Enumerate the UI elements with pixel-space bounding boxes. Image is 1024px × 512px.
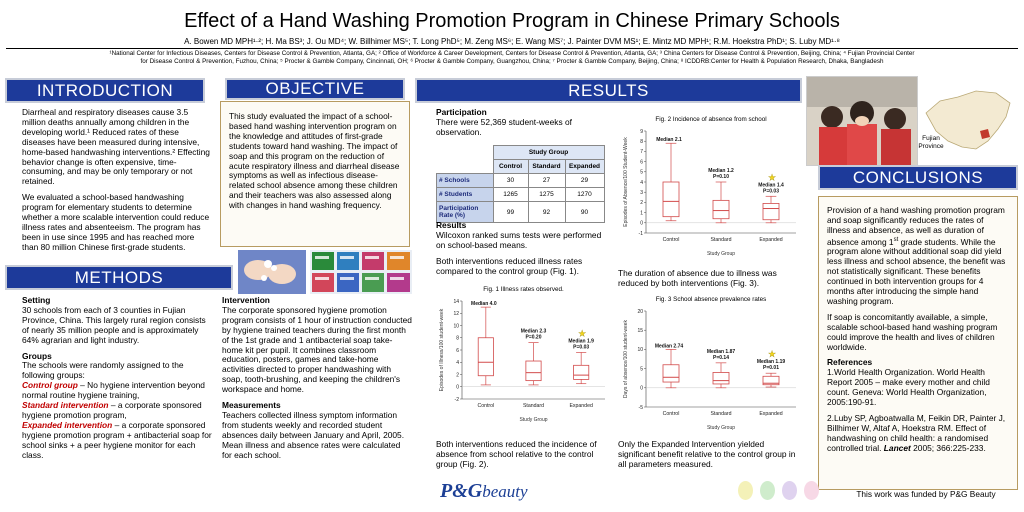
y-tick-label: 5 xyxy=(640,169,643,176)
y-tick-label: 0 xyxy=(640,385,643,392)
table-title: Study Group xyxy=(493,146,604,160)
duration-text-block xyxy=(618,269,802,295)
y-tick-label: 2 xyxy=(640,200,643,207)
pg-beauty-logo xyxy=(440,480,560,506)
table-cell: 99 xyxy=(493,202,528,223)
poster-title: Effect of a Hand Washing Promotion Program in Chinese Primary Schools xyxy=(184,10,840,32)
y-tick-label: 6 xyxy=(640,159,643,166)
median-annotation: Median 2.1 xyxy=(656,137,682,144)
hands-soap-photo xyxy=(238,250,306,294)
expanded-text-block xyxy=(618,440,802,476)
results-heading: RESULTS xyxy=(415,78,802,103)
introduction-body xyxy=(22,108,212,259)
decorative-dot xyxy=(804,481,819,500)
table-row-label: Participation Rate (%) xyxy=(437,202,494,223)
setting-heading: Setting xyxy=(22,295,51,305)
table-row xyxy=(437,174,605,188)
references-heading: References xyxy=(827,357,873,368)
conclusions-box xyxy=(818,196,1018,490)
x-axis-label: Study Group xyxy=(519,417,548,423)
methods-left-column xyxy=(22,296,214,461)
median-annotation: Median 1.19 xyxy=(756,359,786,366)
median-annotation: P=0.14 xyxy=(713,354,729,361)
y-tick-label: 2 xyxy=(456,372,459,379)
china-map xyxy=(918,83,1018,163)
conclusions-p1-start: Provision of a hand washing promotion program and soap significantly reduces the rates of illness and absence, as well as duration of absence among 1 xyxy=(827,205,1005,247)
measurements-text: Teachers collected illness symptom information from students weekly and recorded student absences daily between January and April, 2005. Mean illness and absence rates were calculated for each school. xyxy=(222,409,405,460)
table-col-header: Standard xyxy=(528,160,565,174)
y-tick-label: 12 xyxy=(453,311,459,318)
x-axis-label: Study Group xyxy=(706,251,736,257)
median-annotation: Median 4.0 xyxy=(471,301,497,308)
table-col-header: Control xyxy=(493,160,528,174)
children-photo xyxy=(806,76,918,166)
results-block xyxy=(436,221,608,283)
results-method-text: Wilcoxon ranked sums tests were performed on school-based means. xyxy=(436,229,602,250)
median-annotation: P=0.10 xyxy=(713,174,729,180)
y-tick-label: 0 xyxy=(456,384,459,391)
illness-text: Both interventions reduced illness rates compared to the control group (Fig. 1). xyxy=(436,255,583,276)
study-group-table xyxy=(436,145,605,223)
table-cell: 27 xyxy=(528,174,565,188)
y-tick-label: 4 xyxy=(456,360,459,367)
study-group-table-wrap xyxy=(436,145,605,223)
figure-2-title: Fig. 2 Incidence of absence from school xyxy=(655,116,767,123)
participation-text: There were 52,369 student-weeks of observation. xyxy=(436,116,572,137)
decorative-dot xyxy=(738,481,753,500)
methods-right-column xyxy=(222,296,412,467)
figure-3 xyxy=(620,296,802,438)
y-tick-label: 10 xyxy=(637,347,643,354)
y-axis-label: Episodes of Illness/100 student-week xyxy=(439,308,445,392)
reference-1: 1.World Health Organization. World Health Report 2005 – make every mother and child count. Geneva: World Health Organization, 2005:190-91. xyxy=(827,367,990,408)
x-axis-label: Study Group xyxy=(706,425,736,431)
x-tick-label: Standard xyxy=(710,237,732,243)
group-control-name: Control group xyxy=(22,380,78,391)
table-cell: 1270 xyxy=(565,188,604,202)
x-tick-label: Control xyxy=(662,237,680,243)
conclusions-heading: CONCLUSIONS xyxy=(818,165,1018,190)
figure-1-chart xyxy=(436,293,611,429)
groups-heading: Groups xyxy=(22,350,52,361)
reference-2-journal: Lancet xyxy=(883,442,911,453)
y-tick-label: 1 xyxy=(640,210,643,217)
group-control-text: – No hygiene intervention beyond normal routine hygiene training, xyxy=(22,380,205,401)
group-expanded xyxy=(22,421,214,461)
funding-note: This work was funded by P&G Beauty xyxy=(856,489,996,499)
y-tick-label: 6 xyxy=(456,347,459,354)
introduction-heading: INTRODUCTION xyxy=(5,78,205,103)
handwashing-posters xyxy=(310,250,412,294)
group-control xyxy=(22,381,214,401)
y-tick-label: 8 xyxy=(640,139,643,145)
fujian-label-line-2: Province xyxy=(918,143,944,150)
median-annotation: Median 1.87 xyxy=(706,348,736,355)
group-standard-text: – a corporate sponsored hygiene promotion program, xyxy=(22,400,202,420)
decorative-dot xyxy=(760,481,775,500)
table-row xyxy=(437,188,605,202)
conclusions-p1-sup: st xyxy=(893,236,899,243)
y-axis-label: Days of absence/100 student-week xyxy=(623,319,629,399)
affiliations-line-2: for Disease Control & Prevention, Fuzhou, China; ⁵ Procter & Gamble Company, Cincinnati, OH; ⁶ Procter & Gamble Company, Guangzhou, China; ⁷ Procter & Gamble Company, Beijing, China; ⁸ ICDDRB:Center for Health & Population Research, Dhaka, Bangladesh xyxy=(140,57,884,65)
median-annotation: Median 1.2 xyxy=(708,168,734,174)
x-tick-label: Standard xyxy=(710,411,732,417)
y-tick-label: -1 xyxy=(638,230,643,237)
objective-text: This study evaluated the impact of a school-based hand washing intervention program on the knowledge and attitudes of first-grade students toward hand washing. The impact of soap and this program on the reduction of acute respiratory illness and diarrheal disease symptoms as well as infectious disease-related school absence among these children and their teachers was also assessed along with changes in hand washing frequency. xyxy=(229,111,400,211)
table-cell: 1275 xyxy=(528,188,565,202)
incidence-text: Both interventions reduced the incidence of absence from school relative to the control group (Fig. 2). xyxy=(436,439,597,469)
table-row-label: # Schools xyxy=(437,174,494,188)
pg-logo-word: beauty xyxy=(482,482,528,501)
participation-heading: Participation xyxy=(436,107,487,117)
figure-3-chart xyxy=(620,303,802,437)
results-subheading: Results xyxy=(436,220,467,230)
y-tick-label: 9 xyxy=(640,128,643,135)
x-tick-label: Control xyxy=(477,403,495,409)
x-tick-label: Control xyxy=(662,411,680,417)
significance-star-icon: ★ xyxy=(767,349,777,360)
pg-logo-mark: P&G xyxy=(440,480,483,502)
box-body xyxy=(478,338,493,376)
x-tick-label: Expanded xyxy=(569,403,593,409)
introduction-paragraph-2: We evaluated a school-based handwashing program for elementary students to determine whether a more scalable intervention could reduce illness rates and absenteeism. The program has been in use since 1995 and has reached more than 80 million Chinese first-grade students. xyxy=(22,192,210,252)
y-tick-label: 14 xyxy=(453,298,459,305)
x-tick-label: Expanded xyxy=(759,411,783,417)
intervention-heading: Intervention xyxy=(222,295,270,305)
y-tick-label: 5 xyxy=(640,366,643,373)
incidence-text-block xyxy=(436,440,614,476)
median-annotation: P=0.03 xyxy=(573,344,590,351)
median-annotation: P=0.01 xyxy=(763,365,779,372)
affiliations xyxy=(10,50,1014,65)
median-annotation: Median 2.3 xyxy=(520,328,547,335)
x-tick-label: Standard xyxy=(522,403,545,409)
box-body xyxy=(663,182,679,217)
group-standard-name: Standard intervention xyxy=(22,400,109,411)
figure-2-chart xyxy=(620,123,802,263)
group-expanded-name: Expanded intervention xyxy=(22,419,113,430)
author-list: A. Bowen MD MPH¹·²; H. Ma BS³; J. Ou MD⁴; W. Billhimer MS⁵; T. Long PhD⁵; M. Zeng MS⁶; E. Wang MS⁷; J. Painter DVM MS¹; E. Mintz MD MPH¹; R.M. Hoekstra PhD¹; S. Luby MD¹·⁸ xyxy=(184,37,840,46)
methods-heading: METHODS xyxy=(5,265,233,290)
y-tick-label: 15 xyxy=(637,328,643,334)
fujian-label-line-1: Fujian xyxy=(922,135,940,142)
conclusions-paragraph-1 xyxy=(827,206,1009,307)
objective-box xyxy=(220,101,410,247)
participation-block xyxy=(436,108,606,138)
y-tick-label: -2 xyxy=(454,396,459,403)
decorative-dot xyxy=(782,481,797,500)
duration-text: The duration of absence due to illness was reduced by both interventions (Fig. 3). xyxy=(618,268,777,288)
box-body xyxy=(763,203,779,219)
x-tick-label: Expanded xyxy=(759,237,783,243)
table-cell: 29 xyxy=(565,174,604,188)
table-cell: 1265 xyxy=(493,188,528,202)
significance-star-icon: ★ xyxy=(767,172,777,183)
y-tick-label: 20 xyxy=(637,308,643,315)
median-annotation: Median 1.9 xyxy=(568,338,594,345)
setting-text: 30 schools from each of 3 counties in Fujian Province, China. This largely rural region consists of nearly 35 million people and is approximately 64% agrarian and light industry. xyxy=(22,304,206,345)
group-expanded-text: – a corporate sponsored hygiene promotion program + antibacterial soap for school sinks + a peer hygiene monitor for each class. xyxy=(22,419,212,460)
expanded-text: Only the Expanded Intervention yielded significant benefit relative to the control group in all parameters measured. xyxy=(618,439,796,469)
figure-2 xyxy=(620,116,802,266)
measurements-heading: Measurements xyxy=(222,400,281,411)
groups-intro: The schools were randomly assigned to the following groups: xyxy=(22,360,184,381)
conclusions-p1-end: grade students. While the program alone without additional soap did yield less illness and school absence, the benefit was not statistically significant. These benefits continued in both intervention groups for 4 months after introducing the simple hand washing program. xyxy=(827,236,1006,306)
table-col-header: Expanded xyxy=(565,160,604,174)
y-tick-label: 0 xyxy=(640,220,643,227)
y-tick-label: 10 xyxy=(453,323,459,330)
significance-star-icon: ★ xyxy=(578,328,587,339)
y-tick-label: 7 xyxy=(640,149,643,156)
box-body xyxy=(713,200,729,218)
figure-1-title: Fig. 1 Illness rates observed. xyxy=(483,286,564,293)
median-annotation: P=0.20 xyxy=(525,334,542,341)
figure-1 xyxy=(436,286,611,432)
y-tick-label: 4 xyxy=(640,179,643,186)
table-row-label: # Students xyxy=(437,188,494,202)
figure-3-title: Fig. 3 School absence prevalence rates xyxy=(655,296,767,303)
median-annotation: Median 1.4 xyxy=(758,182,784,189)
header-divider xyxy=(6,48,1018,49)
y-axis-label: Episodes of Absence/100 Student-Week xyxy=(623,137,629,227)
affiliations-line-1: ¹National Center for Infectious Diseases, Centers for Disease Control & Prevention, Atlanta, GA; ² Office of Workforce & Career Development, Centers for Disease Control & Prevention, Atlanta, GA; ³ China Centers for Disease Control & Prevention, Beijing, China; ⁴ Fujian Provincial Center xyxy=(109,50,915,57)
box-body xyxy=(574,365,589,379)
intervention-text: The corporate sponsored hygiene promotion program consists of 1 hour of instruction conducted by hygiene trained teachers during the first month of the 1st grade and 1 antibacterial soap take-home kit per pupil. It combines classroom education, posters, games and take-home activities directed to proper handwashing with soap, tooth-brushing, and keeping the children's workspace and home. xyxy=(222,304,412,395)
objective-heading: OBJECTIVE xyxy=(225,78,405,100)
reference-2-citation: 2005; 366:225-233. xyxy=(910,442,986,453)
table-cell: 90 xyxy=(565,202,604,223)
y-tick-label: -5 xyxy=(638,404,643,411)
table-cell: 92 xyxy=(528,202,565,223)
median-annotation: Median 2.74 xyxy=(654,343,684,350)
table-cell: 30 xyxy=(493,174,528,188)
y-tick-label: 8 xyxy=(456,335,459,342)
reference-2-authors: 2.Luby SP, Agboatwalla M, Feikin DR, Painter J, Billhimer W, Altaf A, Hoekstra RM. Effect of handwashing on child health: a randomised controlled trial. xyxy=(827,413,1006,453)
box-body xyxy=(526,361,541,381)
reference-2 xyxy=(827,414,1009,454)
fujian-label xyxy=(918,135,944,151)
introduction-paragraph-1: Diarrheal and respiratory diseases cause 3.5 million deaths annually among children in the developing world.¹ Reduced rates of these diseases have been measured during intensive, home-based handwashing interventions.² Effecting behavior change is often expensive, time-consuming, and may be only temporary or not retained. xyxy=(22,107,210,187)
box-body xyxy=(663,365,679,382)
median-annotation: P=0.03 xyxy=(763,188,779,195)
conclusions-paragraph-2: If soap is concomitantly available, a simple, scalable school-based hand washing program could improve the health and lives of children worldwide. xyxy=(827,311,998,352)
box-body xyxy=(713,372,729,384)
group-standard xyxy=(22,401,214,421)
y-tick-label: 3 xyxy=(640,190,643,196)
